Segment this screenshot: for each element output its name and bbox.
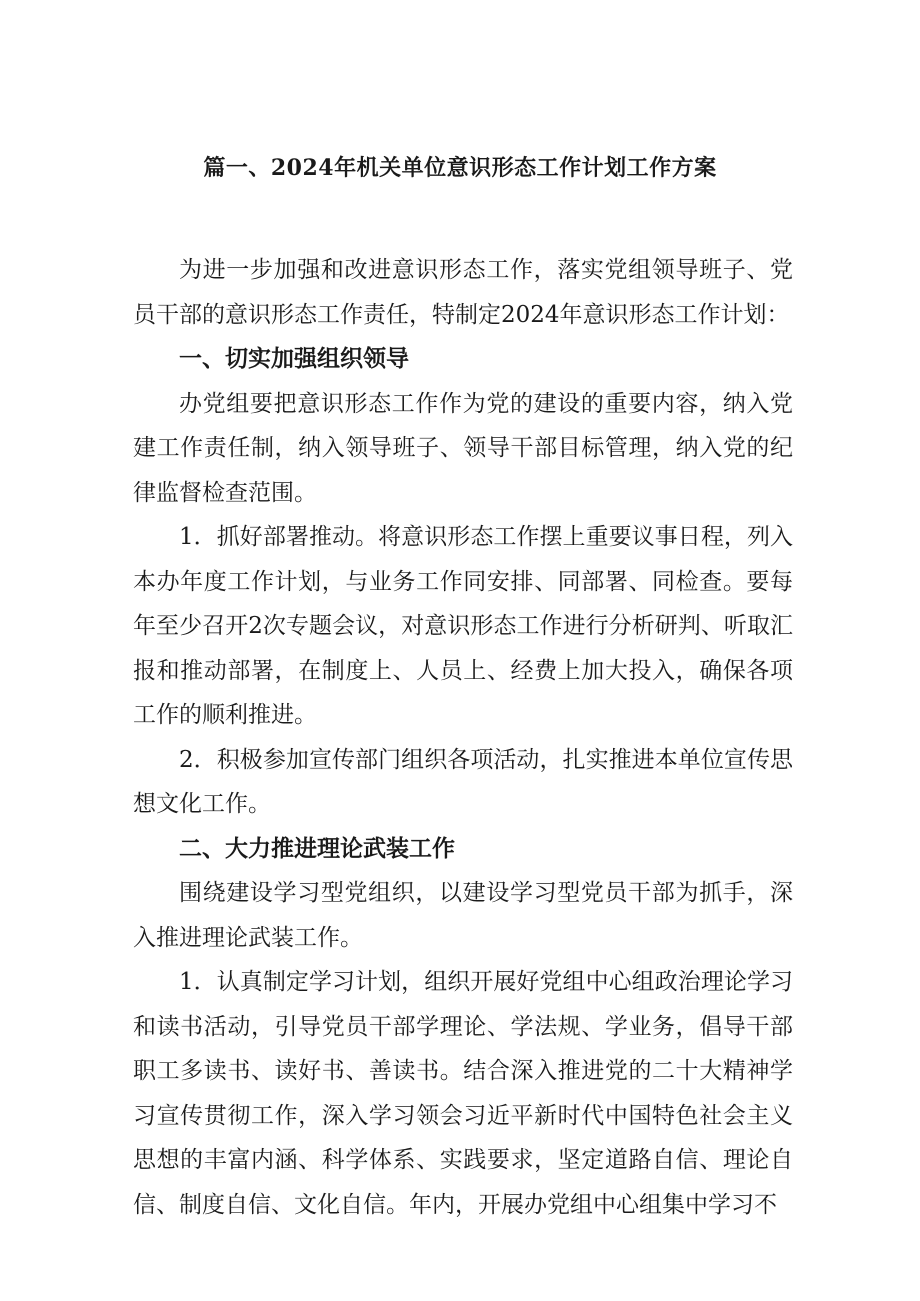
section-2-paragraph: 围绕建设学习型党组织，以建设学习型党员干部为抓手，深入推进理论武装工作。 <box>133 880 793 951</box>
section-heading-1: 一、切实加强组织领导 <box>179 345 409 372</box>
section-1-item-2: 2．积极参加宣传部门组织各项活动，扎实推进本单位宣传思想文化工作。 <box>133 746 793 817</box>
section-2-item-1: 1．认真制定学习计划，组织开展好党组中心组政治理论学习和读书活动，引导党员干部学理论、学法规、学业务，倡导干部职工多读书、读好书、善读书。结合深入推进党的二十大精神学习宣传贯彻工作，深入学习领会习近平新时代中国特色社会主义思想的丰富内涵、科学体系、实践要求，坚定道路自信、理论自信、制度自信、文化自信。年内，开展办党组中心组集中学习不 <box>133 969 793 1218</box>
section-1-paragraph: 办党组要把意识形态工作作为党的建设的重要内容，纳入党建工作责任制，纳入领导班子、领导干部目标管理，纳入党的纪律监督检查范围。 <box>133 390 793 506</box>
intro-paragraph: 为进一步加强和改进意识形态工作，落实党组领导班子、党员干部的意识形态工作责任，特制定2024年意识形态工作计划： <box>133 257 793 328</box>
section-heading-2: 二、大力推进理论武装工作 <box>179 834 455 862</box>
document-title: 篇一、2024年机关单位意识形态工作计划工作方案 <box>203 155 717 181</box>
document-body <box>133 248 793 1227</box>
section-1-item-1: 1．抓好部署推动。将意识形态工作摆上重要议事日程，列入本办年度工作计划，与业务工作同安排、同部署、同检查。要每年至少召开2次专题会议，对意识形态工作进行分析研判、听取汇报和推动部署，在制度上、人员上、经费上加大投入，确保各项工作的顺利推进。 <box>133 524 793 728</box>
